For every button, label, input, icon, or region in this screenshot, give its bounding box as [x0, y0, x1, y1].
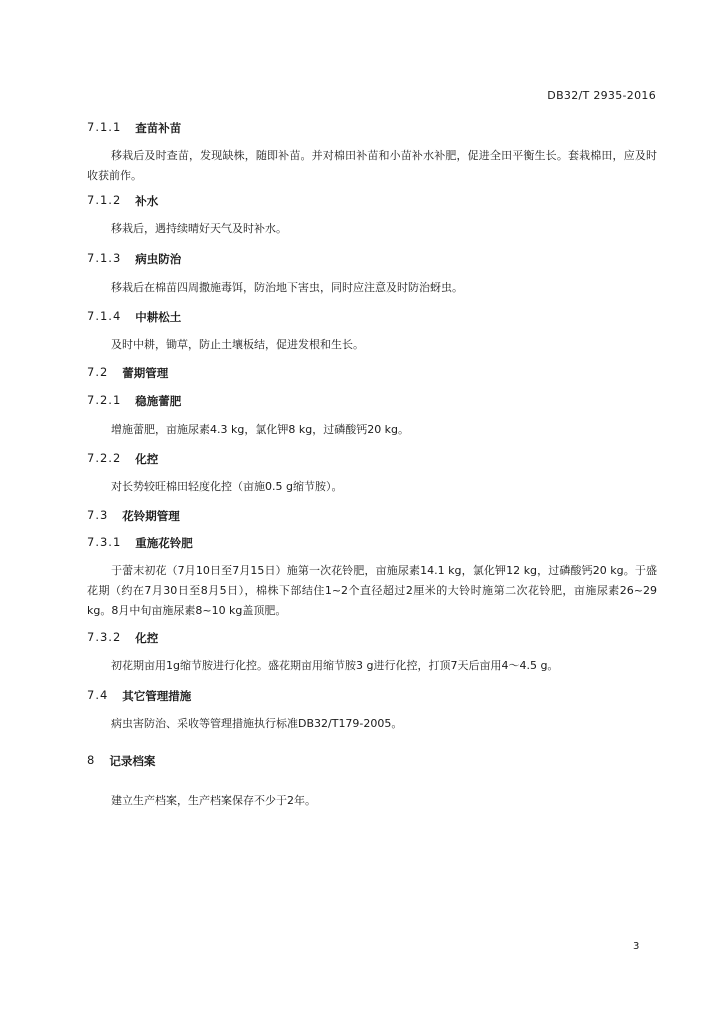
section-paragraph-7-2-1: 增施蕾肥，亩施尿素4.3 kg，氯化钾8 kg，过磷酸钙20 kg。 [111, 423, 410, 436]
section-title: 化控 [135, 631, 159, 645]
section-number: 7.1.2 [87, 193, 122, 207]
section-heading-7-3 [87, 508, 180, 524]
section-heading-7-2-2 [87, 451, 158, 467]
section-title: 中耕松土 [135, 310, 182, 324]
section-heading-7-2 [87, 365, 168, 381]
section-title: 重施花铃肥 [135, 536, 193, 550]
section-number: 7.1.3 [87, 251, 122, 265]
section-paragraph-7-1-3: 移栽后在棉苗四周撒施毒饵，防治地下害虫，同时应注意及时防治蚜虫。 [111, 281, 463, 294]
section-paragraph-7-3-1: 于蕾末初花（7月10日至7月15日）施第一次花铃肥，亩施尿素14.1 kg，氯化钾12 kg，过磷酸钙20 kg。于盛花期（约在7月30日至8月5日），棉株下部结住1~2个直径超过2厘米的大铃时施第二次花铃肥，亩施尿素26~29 kg。8月中旬亩施尿素8~10 kg盖顶肥。 [87, 564, 657, 617]
section-number: 7.3 [87, 508, 109, 522]
section-heading-7-4 [87, 688, 191, 704]
section-title: 化控 [135, 452, 159, 466]
section-title: 蕾期管理 [122, 366, 169, 380]
section-number: 7.3.2 [87, 630, 122, 644]
section-number: 7.4 [87, 688, 109, 702]
section-title: 补水 [135, 194, 159, 208]
section-heading-7-2-1 [87, 393, 181, 409]
section-heading-7-1-4 [87, 309, 181, 325]
section-paragraph-7-4: 病虫害防治、采收等管理措施执行标准DB32/T179-2005。 [111, 717, 403, 730]
section-title: 记录档案 [109, 754, 156, 768]
section-title: 稳施蕾肥 [135, 394, 182, 408]
page-number: 3 [633, 941, 640, 952]
section-paragraph-7-1-1: 移栽后及时查苗，发现缺株，随即补苗。并对棉田补苗和小苗补水补肥，促进全田平衡生长。套栽棉田，应及时收获前作。 [87, 149, 657, 182]
section-number: 7.2.1 [87, 393, 122, 407]
section-number: 7.2 [87, 365, 109, 379]
section-paragraph-8: 建立生产档案，生产档案保存不少于2年。 [111, 794, 316, 807]
section-title: 花铃期管理 [122, 509, 180, 523]
section-heading-7-3-2 [87, 630, 158, 646]
section-title: 查苗补苗 [135, 121, 182, 135]
section-number: 7.2.2 [87, 451, 122, 465]
section-heading-7-1-3 [87, 251, 181, 267]
section-heading-7-1-1 [87, 120, 181, 136]
section-heading-7-1-2 [87, 193, 158, 209]
section-paragraph-7-2-2: 对长势较旺棉田轻度化控（亩施0.5 g缩节胺）。 [111, 480, 343, 493]
section-heading-7-3-1 [87, 535, 193, 551]
section-number: 7.1.4 [87, 309, 122, 323]
section-title: 病虫防治 [135, 252, 182, 266]
section-number: 7.3.1 [87, 535, 122, 549]
standard-code-header: DB32/T 2935-2016 [547, 89, 656, 102]
section-paragraph-7-1-2: 移栽后，遇持续晴好天气及时补水。 [111, 222, 287, 235]
section-paragraph-7-3-2: 初花期亩用1g缩节胺进行化控。盛花期亩用缩节胺3 g进行化控，打顶7天后亩用4～4.5 g。 [111, 659, 559, 672]
section-number: 7.1.1 [87, 120, 122, 134]
section-heading-8 [87, 753, 155, 769]
section-number: 8 [87, 753, 96, 767]
section-paragraph-7-1-4: 及时中耕，锄草，防止土壤板结，促进发根和生长。 [111, 338, 364, 351]
section-title: 其它管理措施 [122, 689, 192, 703]
